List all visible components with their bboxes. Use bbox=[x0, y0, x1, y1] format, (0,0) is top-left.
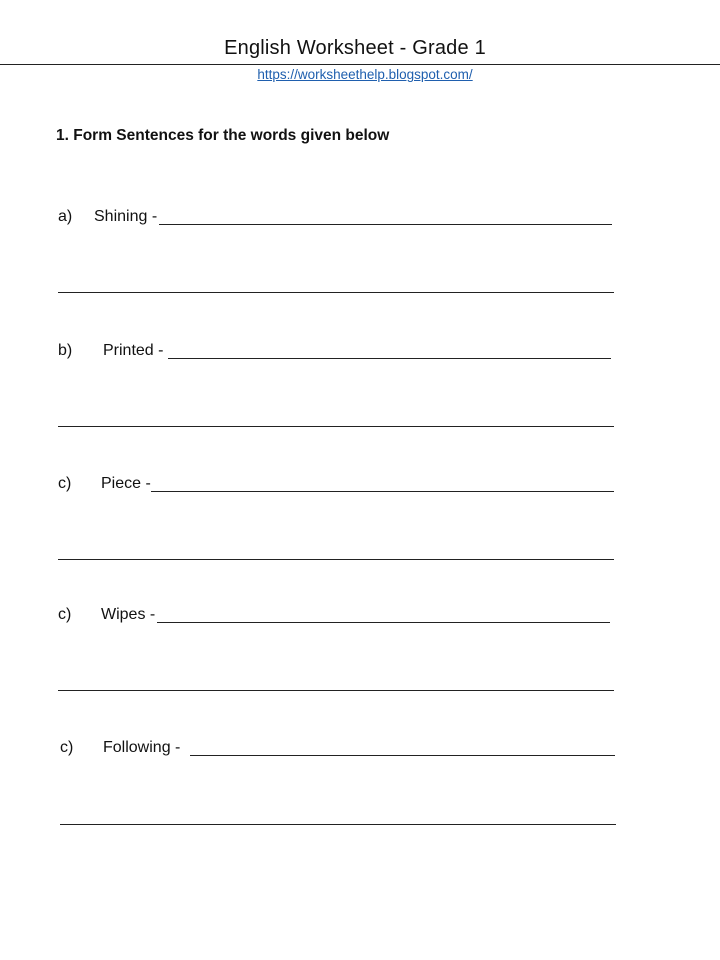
answer-blank-line[interactable] bbox=[58, 559, 614, 560]
header-divider bbox=[0, 64, 720, 65]
answer-blank[interactable] bbox=[190, 755, 615, 756]
instruction-heading: 1. Form Sentences for the words given below bbox=[56, 127, 390, 144]
answer-blank[interactable] bbox=[157, 622, 610, 623]
item-letter: c) bbox=[58, 475, 72, 492]
item-word: Shining - bbox=[94, 208, 158, 225]
item-letter: c) bbox=[58, 606, 72, 623]
answer-blank[interactable] bbox=[151, 491, 614, 492]
item-letter: c) bbox=[60, 739, 74, 756]
answer-blank-line[interactable] bbox=[58, 426, 614, 427]
item-letter: b) bbox=[58, 342, 73, 359]
item-c-piece bbox=[58, 475, 618, 495]
answer-blank-line[interactable] bbox=[58, 292, 614, 293]
item-word: Wipes - bbox=[101, 606, 156, 623]
item-c-wipes bbox=[58, 606, 618, 626]
answer-blank-line[interactable] bbox=[58, 690, 614, 691]
item-b bbox=[58, 342, 618, 362]
item-word: Piece - bbox=[101, 475, 151, 492]
item-word: Following - bbox=[103, 739, 181, 756]
worksheet-title: English Worksheet - Grade 1 bbox=[224, 37, 486, 59]
answer-blank-line[interactable] bbox=[60, 824, 616, 825]
item-a bbox=[58, 208, 618, 228]
answer-blank[interactable] bbox=[159, 224, 612, 225]
answer-blank[interactable] bbox=[168, 358, 611, 359]
item-c-following bbox=[60, 739, 620, 759]
source-link[interactable]: https://worksheethelp.blogspot.com/ bbox=[257, 67, 473, 82]
item-word: Printed - bbox=[103, 342, 164, 359]
item-letter: a) bbox=[58, 208, 73, 225]
